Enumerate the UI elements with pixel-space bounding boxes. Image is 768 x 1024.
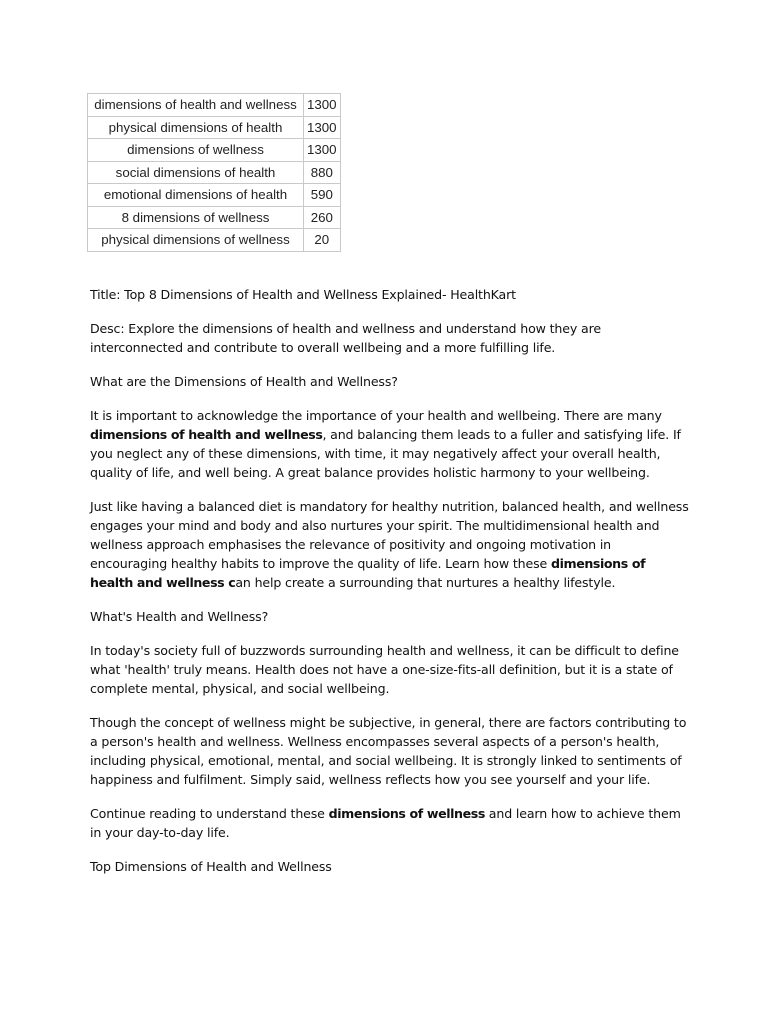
- paragraph-text: an help create a surrounding that nurtures a healthy lifestyle.: [235, 575, 616, 590]
- article-desc-line: Desc: Explore the dimensions of health and wellness and understand how they are interconnected and contribute to overall wellbeing and a more fulfilling life.: [90, 321, 601, 355]
- keyword-cell: physical dimensions of health: [88, 116, 304, 139]
- paragraph: [90, 406, 690, 482]
- volume-cell: 1300: [304, 116, 341, 139]
- table-row: [88, 206, 341, 229]
- table-row: [88, 139, 341, 162]
- article-body: [90, 285, 690, 891]
- volume-cell: 880: [304, 161, 341, 184]
- volume-cell: 1300: [304, 94, 341, 117]
- paragraph-text: Just like having a balanced diet is mandatory for healthy nutrition, balanced health, and wellness engages your mind and body and also nurtures your spirit. The multidimensional health and wellness approach emphasises the relevance of positivity and ongoing motivation in encouraging healthy habits to improve the quality of life. Learn how these: [90, 499, 689, 571]
- bold-keyword: dimensions of wellness: [328, 806, 485, 821]
- paragraph: [90, 804, 690, 842]
- keyword-cell: emotional dimensions of health: [88, 184, 304, 207]
- section-heading: Top Dimensions of Health and Wellness: [90, 859, 332, 874]
- table-row: [88, 229, 341, 252]
- section-heading: What's Health and Wellness?: [90, 609, 269, 624]
- volume-cell: 260: [304, 206, 341, 229]
- paragraph: Though the concept of wellness might be subjective, in general, there are factors contributing to a person's health and wellness. Wellness encompasses several aspects of a person's health, including physical, emotional, mental, and social wellbeing. It is strongly linked to sentiments of happiness and fulfilment. Simply said, wellness reflects how you see yourself and your life.: [90, 715, 687, 787]
- volume-cell: 1300: [304, 139, 341, 162]
- keyword-cell: dimensions of health and wellness: [88, 94, 304, 117]
- keyword-table: [87, 93, 341, 252]
- table-row: [88, 184, 341, 207]
- table-row: [88, 161, 341, 184]
- paragraph: [90, 497, 690, 592]
- keyword-cell: 8 dimensions of wellness: [88, 206, 304, 229]
- paragraph: In today's society full of buzzwords surrounding health and wellness, it can be difficult to define what 'health' truly means. Health does not have a one-size-fits-all definition, but it is a state of complete mental, physical, and social wellbeing.: [90, 643, 679, 696]
- paragraph-text: It is important to acknowledge the importance of your health and wellbeing. There are many: [90, 408, 662, 423]
- volume-cell: 590: [304, 184, 341, 207]
- section-heading: What are the Dimensions of Health and Wellness?: [90, 374, 398, 389]
- keyword-cell: dimensions of wellness: [88, 139, 304, 162]
- keyword-cell: social dimensions of health: [88, 161, 304, 184]
- volume-cell: 20: [304, 229, 341, 252]
- paragraph-text: , and balancing them leads to a fuller and satisfying life. If you neglect any of these dimensions, with time, it may negatively affect your overall health, quality of life, and well being. A great balance provides holistic harmony to your wellbeing.: [90, 427, 681, 480]
- table-row: [88, 116, 341, 139]
- keyword-cell: physical dimensions of wellness: [88, 229, 304, 252]
- table-row: [88, 94, 341, 117]
- bold-keyword: dimensions of health and wellness c: [90, 556, 646, 590]
- bold-keyword: dimensions of health and wellness: [90, 427, 323, 442]
- article-title-line: Title: Top 8 Dimensions of Health and Wellness Explained- HealthKart: [90, 287, 516, 302]
- paragraph-text: and learn how to achieve them in your day-to-day life.: [90, 806, 681, 840]
- paragraph-text: Continue reading to understand these: [90, 806, 329, 821]
